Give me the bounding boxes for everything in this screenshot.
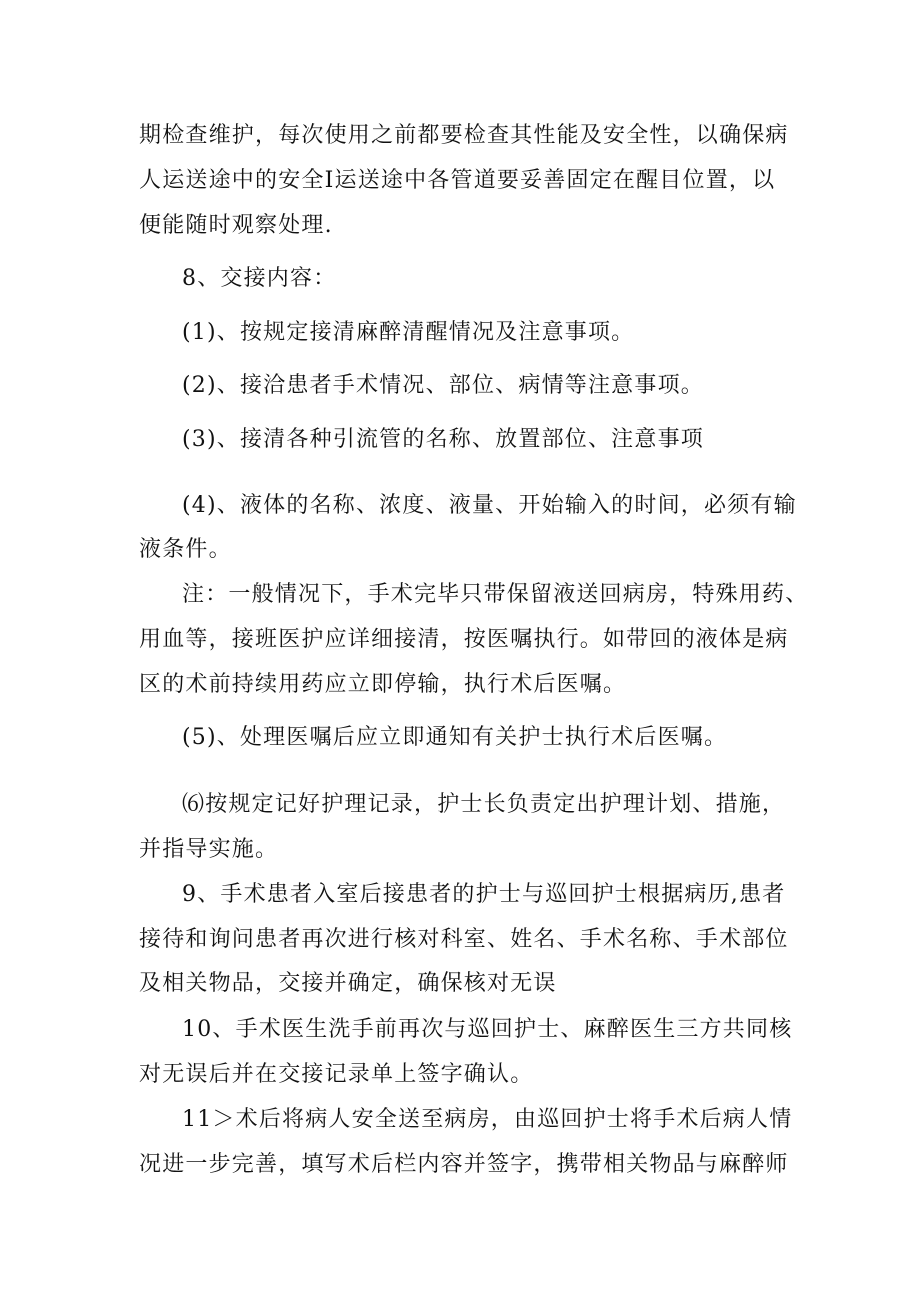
note-line: 区的术前持续用药应立即停输，执行术后医嘱。 [139,672,627,697]
paragraph-line: 及相关物品，交接并确定，确保核对无误 [139,971,557,996]
paragraph-line: 9、手术患者入室后接患者的护士与巡回护士根据病历,患者 [182,882,786,907]
list-item-continuation: 液条件。 [139,537,232,562]
paragraph-line: 人运送途中的安全I运送途中各管道要妥善固定在醒目位置，以 [139,168,776,193]
list-item-continuation: 并指导实施。 [139,837,279,862]
list-item: (1)、按规定接清麻醉清醒情况及注意事项。 [182,320,635,345]
paragraph-line: 况进一步完善，填写术后栏内容并签字，携带相关物品与麻醉师 [139,1152,789,1177]
list-item: ⑹按规定记好护理记录，护士长负责定出护理计划、措施， [182,792,786,817]
list-item: (3)、接清各种引流管的名称、放置部位、注意事项 [182,427,704,452]
list-item: (5)、处理医嘱后应立即通知有关护士执行术后医嘱。 [182,725,728,750]
paragraph-line: 11＞术后将病人安全送至病房，由巡回护士将手术后病人情 [182,1107,793,1132]
list-item: (4)、液体的名称、浓度、液量、开始输入的时间，必须有输 [182,493,797,518]
list-item: (2)、接洽患者手术情况、部位、病情等注意事项。 [182,373,704,398]
note-line: 用血等，接班医护应详细接清，按医嘱执行。如带回的液体是病 [139,627,789,652]
paragraph-line: 接待和询问患者再次进行核对科室、姓名、手术名称、手术部位 [139,927,789,952]
paragraph-line: 期检查维护，每次使用之前都要检查其性能及安全性，以确保病 [139,123,789,148]
section-heading: 8、交接内容： [182,266,337,291]
paragraph-line: 对无误后并在交接记录单上签字确认。 [139,1062,534,1087]
paragraph-line: 便能随时观察处理. [139,213,333,238]
paragraph-line: 10、手术医生洗手前再次与巡回护士、麻醉医生三方共同核 [182,1017,793,1042]
note-line: 注：一般情况下，手术完毕只带保留液送回病房，特殊用药、 [182,582,809,607]
